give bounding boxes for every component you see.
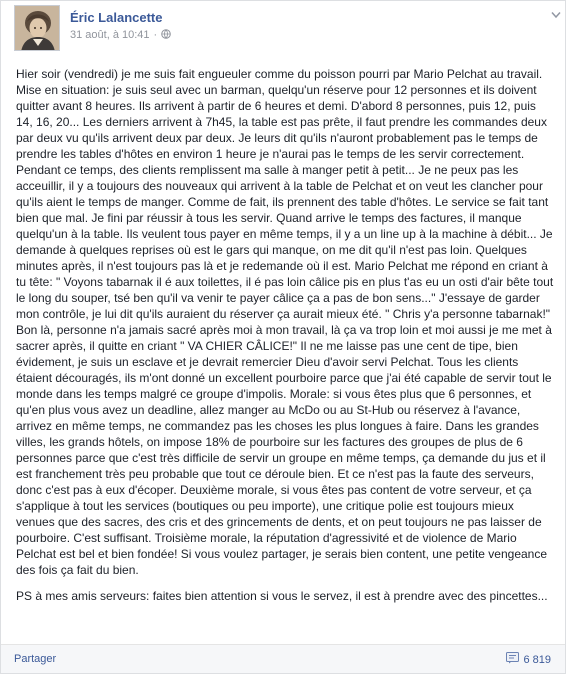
post-meta <box>70 29 171 42</box>
profile-portrait <box>15 6 60 51</box>
globe-icon[interactable] <box>161 29 171 42</box>
chevron-down-icon[interactable] <box>551 11 561 19</box>
author-name[interactable]: Éric Lalancette <box>70 10 163 25</box>
post-footer <box>1 644 565 673</box>
post-paragraph: Hier soir (vendredi) je me suis fait engueuler comme du poisson pourri par Mario Pelchat au travail. Mise en situation: je suis seul avec un barman, quelqu'un réserve pour 12 personnes et ils doivent quitter avant 8 heures. Ils arrivent à partir de 6 heures et demi. D'abord 8 personnes, puis 12, puis 14, 16, 20... Les derniers arrivent à 7h45, la table est pas prête, il faut prendre les commandes deux par deux vu qu'ils arrivent deux par deux. Je leurs dit qu'ils n'auront probablement pas le temps de prendre les tables d'hôtes en environ 1 heure je n'aurai pas le temps de les servir correctement. Pendant ce temps, des clients remplissent ma salle à manger petit à petit... Je ne peux pas les acceuillir, il y a toujours des nouveaux qui arrivent à la table de Pelchat et on veut les clancher pour qu'ils aient le temps de manger. Comme de fait, ils prennent des table d'hôtes. Le service se fait tant bien que mal. Je fini par réussir à tous les servir. Quand arrive le temps des factures, il manque quelqu'un à la table. Ils veulent tous payer en même temps, il y a un line up à la machine à débit... Je demande à quelques reprises où est le gars qui manque, on me dit qu'il n'est pas loin. Quelques minutes après, il n'est toujours pas là et je redemande où il est. Mario Pelchat me répond en criant à tu tête: " Voyons tabarnak il é aux toilettes, il é pas loin câlice pis en plus t'as eu un osti d'air bête tout le long du souper, tsé ben qu'il va venir te payer câlice ça a pas de bon sens..." J'essaye de garder mon contrôle, je lui dit qu'ils auraient du réserver ça aurait mieux été. " Chris y'a personne tabarnak!" Bon là, personne n'a jamais sacré après moi à mon travail, là ça va trop loin et moi aussi je me met à sacrer après, il quitte en criant " VA CHIER CÂLICE!" Il ne me laisse pas une cent de tipe, bien évidement, je suis un esclave et je devrait remercier Dieu d'avoir servi Pelchat. Tous les clients étaient découragés, ils m'ont donné un excellent pourboire parce que j'ai été capable de servir tout le monde dans les temps malgré ce groupe d'impolis. Morale: si vous êtes plus que 6 personnes, et qu'en plus vous avez un deadline, allez manger au McDo ou au St-Hub ou réservez à l'avance, arrivez en même temps, ne commandez pas les choses les plus longues à faire. Dans les grandes villes, les grands hôtels, on impose 18% de pourboire sur les factures des groupes de plus de 6 personnes parce que c'est très difficile de servir un groupe en même temps, ça demande du jus et il est franchement très peu probable que tout ce déroule bien. Et ce n'est pas la faute des serveurs, donc c'est pas à eux d'écoper. Deuxième morale, si vous êtes pas content de votre serveur, et ça s'applique à tout les services (boutiques ou peu importe), une critique polie est toujours mieux venues que des sacres, des cris et des grincements de dents, et on peut toujours ne pas laisser de pourboire. C'est suffisant. Troisième morale, la réputation d'agressivité et de violence de Mario Pelchat est bel et bien fondée! Si vous voulez partager, je serais bien content, une petite vengeance des fois ça fait du bien. <box>16 67 554 577</box>
share-button[interactable]: Partager <box>14 653 57 665</box>
comment-count: 6 819 <box>523 653 551 666</box>
post-body <box>16 66 554 604</box>
post-paragraph: PS à mes amis serveurs: faites bien attention si vous le servez, il est à prendre avec des pincettes... <box>16 589 548 603</box>
avatar[interactable] <box>14 5 60 51</box>
comment-icon <box>506 652 519 667</box>
comment-count-button[interactable] <box>506 652 551 667</box>
meta-separator: · <box>153 29 158 41</box>
post-date[interactable]: 31 août, à 10:41 <box>70 29 150 41</box>
